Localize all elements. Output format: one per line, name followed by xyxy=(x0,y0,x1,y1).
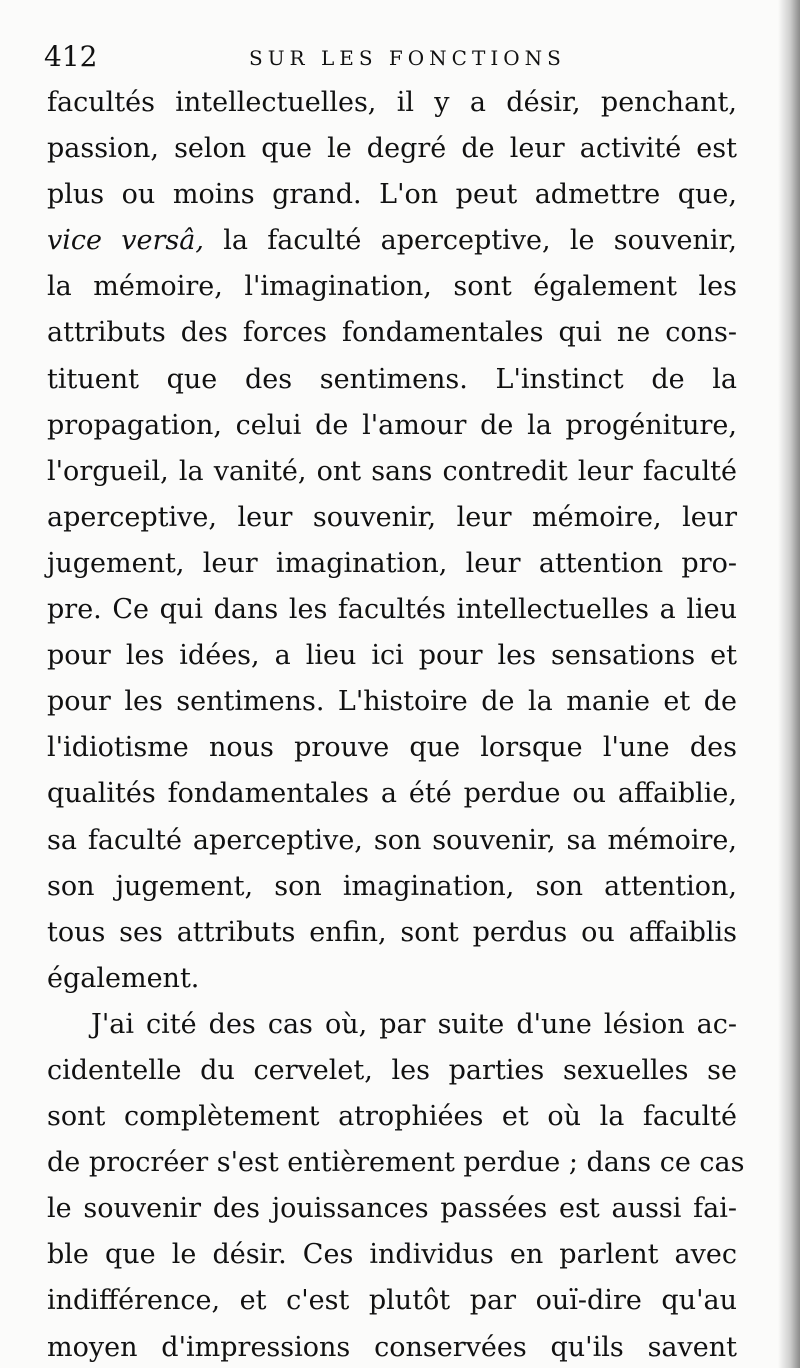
text-line: ble que le désir. Ces individus en parlent avec xyxy=(47,1239,737,1271)
paragraph-1 xyxy=(47,80,737,1002)
text-line: pour les sentimens. L'histoire de la manie et de xyxy=(47,686,737,718)
text-line: aperceptive, leur souvenir, leur mémoire, leur xyxy=(47,501,737,533)
page-number: 412 xyxy=(44,40,98,73)
text-line: tituent que des sentimens. L'instinct de la xyxy=(47,363,737,395)
paragraph-2 xyxy=(47,1002,745,1368)
text-line: de procréer s'est entièrement perdue ; dans ce cas xyxy=(47,1147,745,1179)
text-line: l'idiotisme nous prouve que lorsque l'une des xyxy=(47,732,737,764)
text-line: cidentelle du cervelet, les parties sexuelles se xyxy=(47,1054,737,1086)
text-line xyxy=(47,218,737,264)
text-line: également. xyxy=(47,962,200,994)
line-remainder: la faculté aperceptive, le souvenir, xyxy=(203,225,737,257)
text-line: moyen d'impressions conservées qu'ils savent xyxy=(47,1331,737,1363)
text-line: propagation, celui de l'amour de la progéniture, xyxy=(47,409,737,441)
text-line: facultés intellectuelles, il y a désir, penchant, xyxy=(47,87,737,118)
text-line: la mémoire, l'imagination, sont également les xyxy=(47,271,737,303)
text-line: indifférence, et c'est plutôt par ouï-dire qu'au xyxy=(47,1285,737,1317)
text-line: le souvenir des jouissances passées est aussi fai- xyxy=(47,1193,737,1225)
text-line: pour les idées, a lieu ici pour les sensations et xyxy=(47,640,737,672)
text-line: qualités fondamentales a été perdue ou affaiblie, xyxy=(47,778,737,810)
text-line: sont complètement atrophiées et où la faculté xyxy=(47,1101,737,1133)
italic-phrase: vice versâ, xyxy=(47,225,204,257)
text-line: sa faculté aperceptive, son souvenir, sa mémoire, xyxy=(47,824,737,856)
text-line: J'ai cité des cas où, par suite d'une lésion ac- xyxy=(91,1008,737,1040)
text-line: plus ou moins grand. L'on peut admettre que, xyxy=(47,179,737,211)
text-line: son jugement, son imagination, son attention, xyxy=(47,870,737,902)
text-line: l'orgueil, la vanité, ont sans contredit leur faculté xyxy=(47,455,737,487)
text-line: tous ses attributs enfin, sont perdus ou affaiblis xyxy=(47,916,737,948)
page-header xyxy=(44,40,744,76)
running-head: SUR LES FONCTIONS xyxy=(249,46,566,70)
text-line: passion, selon que le degré de leur activité est xyxy=(47,133,737,165)
text-line: pre. Ce qui dans les facultés intellectuelles a lieu xyxy=(47,594,737,626)
body-text xyxy=(47,80,745,1368)
page-edge-shadow xyxy=(778,0,800,1368)
text-line: attributs des forces fondamentales qui ne cons- xyxy=(47,317,737,349)
text-line: jugement, leur imagination, leur attention pro- xyxy=(47,547,737,579)
